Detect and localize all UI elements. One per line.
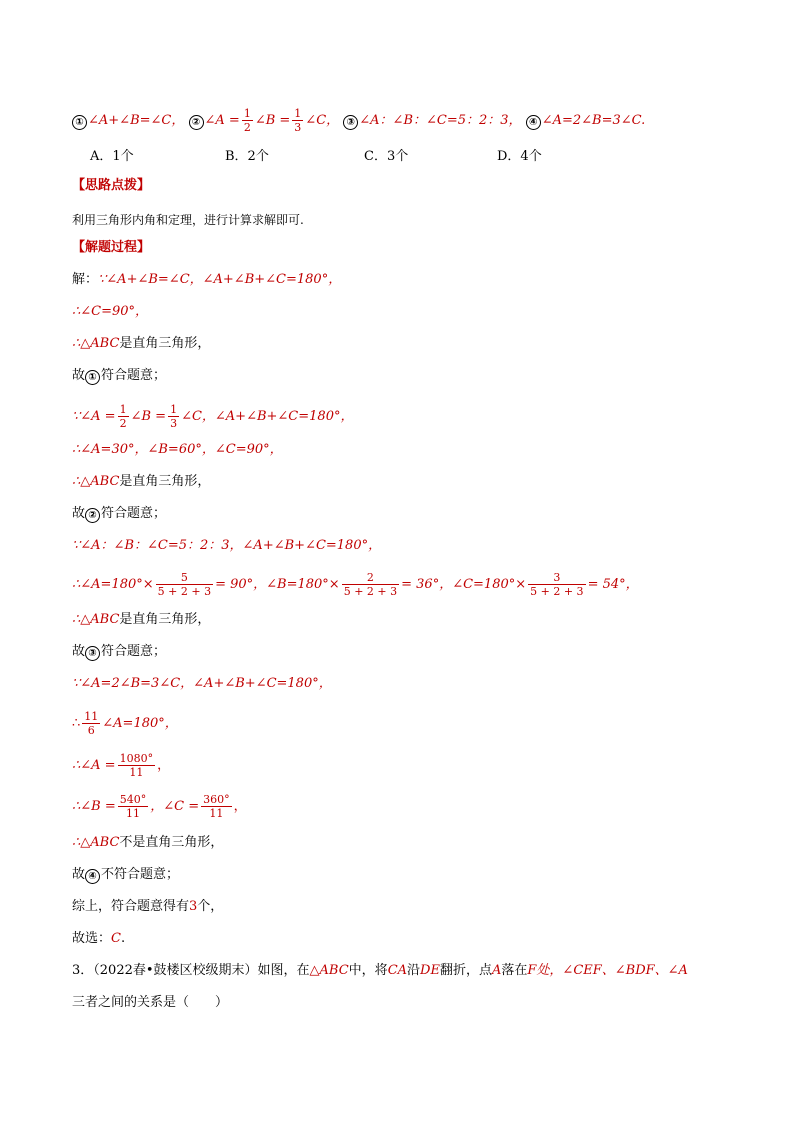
condition-3: ∠A：∠B：∠C=5：2：3， [359, 113, 522, 128]
solution-line-15: ∴∠A = $\frac{1080^\circ}{11}$ ， [72, 752, 171, 779]
solution-line-20: 故选：C. [72, 931, 126, 946]
solution-line-12: 故 ③ 符合题意； [72, 644, 167, 659]
solution-line-19: 综上，符合题意得有3个， [72, 899, 224, 914]
solution-line-5: ∵∠A = $\frac{1}{2}$ ∠B = $\frac{1}{3}$ ∠C，∠A+∠B+∠C=180°， [72, 403, 354, 430]
fraction-one-half: $\frac{1}{2}$ [243, 107, 251, 134]
solution-line-3: ∴△ABC是直角三角形， [72, 336, 211, 351]
question-conditions [72, 107, 645, 134]
solution-line-2: ∴∠C=90°， [72, 304, 149, 319]
option-b: B．2个 [225, 149, 269, 164]
solution-line-9: ∵∠A：∠B：∠C=5：2：3，∠A+∠B+∠C=180°， [72, 538, 382, 553]
solution-line-8: 故 ② 符合题意； [72, 506, 167, 521]
circled-number-2: ② [85, 508, 100, 523]
circled-number-1: ① [85, 370, 100, 385]
question-3-line-1: 3．（2022春•鼓楼区校级期末）如图，在△ABC中，将CA沿DE翻折，点A落在F处，∠CEF、∠BDF、∠A [72, 963, 688, 978]
hint-title: 【思路点拨】 [72, 178, 151, 193]
circled-number-4: ④ [85, 869, 100, 884]
option-d: D．4个 [497, 149, 542, 164]
solution-line-10: ∴∠A=180°× $\frac{5}{5 + 2 + 3}$ = 90°，∠B=180°× $\frac{2}{5 + 2 + 3}$ = 36°，∠C=180°× $\frac{3}{5 + 2 + 3}$ = 54°， [72, 571, 639, 598]
solution-line-18: 故 ④ 不符合题意； [72, 867, 180, 882]
option-a: A．1个 [90, 149, 134, 164]
circled-number-3: ③ [85, 646, 100, 661]
condition-2-part-a: ∠A = [204, 113, 240, 128]
solution-line-1: 解：∵∠A+∠B=∠C，∠A+∠B+∠C=180°， [72, 272, 342, 287]
solution-line-17: ∴△ABC不是直角三角形， [72, 835, 224, 850]
hint-text: 利用三角形内角和定理，进行计算求解即可. [72, 213, 304, 227]
solution-line-13: ∵∠A=2∠B=3∠C，∠A+∠B+∠C=180°， [72, 676, 332, 691]
solution-line-4: 故 ① 符合题意； [72, 368, 167, 383]
solution-line-11: ∴△ABC是直角三角形， [72, 612, 211, 627]
circled-number-3: ③ [343, 115, 358, 130]
solution-title: 【解题过程】 [72, 240, 151, 255]
solution-line-7: ∴△ABC是直角三角形， [72, 474, 211, 489]
condition-2-part-c: ∠C， [305, 113, 340, 128]
condition-4: ∠A=2∠B=3∠C. [541, 113, 646, 128]
condition-1: ∠A+∠B=∠C， [88, 113, 185, 128]
fraction-one-third: $\frac{1}{3}$ [294, 107, 302, 134]
circled-number-2: ② [189, 115, 204, 130]
solution-line-14: ∴ $\frac{11}{6}$ ∠A=180°， [72, 710, 178, 737]
condition-2-part-b: ∠B = [254, 113, 291, 128]
question-3-line-2: 三者之间的关系是（ ） [72, 995, 229, 1010]
circled-number-4: ④ [526, 115, 541, 130]
option-c: C．3个 [364, 149, 409, 164]
circled-number-1: ① [72, 115, 87, 130]
solution-line-6: ∴∠A=30°，∠B=60°，∠C=90°， [72, 442, 283, 457]
solution-line-16: ∴∠B = $\frac{540^\circ}{11}$ ，∠C = $\frac{360^\circ}{11}$ ， [72, 793, 247, 820]
